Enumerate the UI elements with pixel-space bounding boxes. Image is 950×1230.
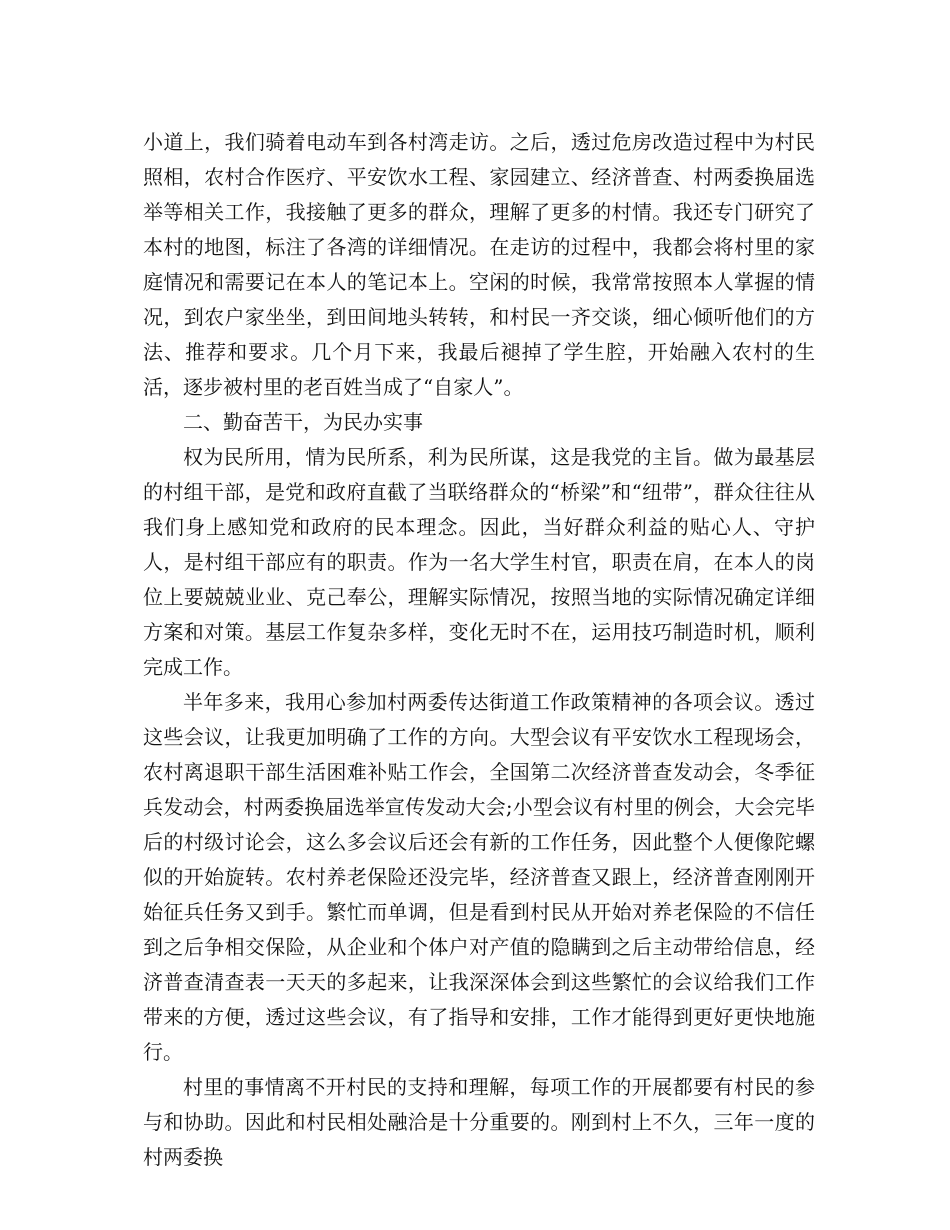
body-paragraph-2: 权为民所用，情为民所系，利为民所谋，这是我党的主旨。做为最基层的村组干部，是党和政府直截了当联络群众的“桥梁”和“纽带”，群众往往从我们身上感知党和政府的民本理念。因此，当好群众利益的贴心人、守护人，是村组干部应有的职责。作为一名大学生村官，职责在肩，在本人的岗位上要兢兢业业、克己奉公，理解实际情况，按照当地的实际情况确定详细方案和对策。基层工作复杂多样，变化无时不在，运用技巧制造时机，顺利完成工作。 [143,445,815,679]
section-heading-2: 二、勤奋苦干，为民办实事 [183,410,423,434]
body-paragraph-4: 村里的事情离不开村民的支持和理解，每项工作的开展都要有村民的参与和协助。因此和村民相处融洽是十分重要的。刚到村上不久，三年一度的村两委换 [143,1075,815,1169]
document-body [143,125,815,1175]
body-paragraph-3: 半年多来，我用心参加村两委传达街道工作政策精神的各项会议。透过这些会议，让我更加明确了工作的方向。大型会议有平安饮水工程现场会，农村离退职干部生活困难补贴工作会，全国第二次经济普查发动会，冬季征兵发动会，村两委换届选举宣传发动大会;小型会议有村里的例会，大会完毕后的村级讨论会，这么多会议后还会有新的工作任务，因此整个人便像陀螺似的开始旋转。农村养老保险还没完毕，经济普查又跟上，经济普查刚刚开始征兵任务又到手。繁忙而单调，但是看到村民从开始对养老保险的不信任到之后争相交保险，从企业和个体户对产值的隐瞒到之后主动带给信息，经济普查清查表一天天的多起来，让我深深体会到这些繁忙的会议给我们工作带来的方便，透过这些会议，有了指导和安排，工作才能得到更好更快地施行。 [143,690,815,1064]
body-paragraph-1: 小道上，我们骑着电动车到各村湾走访。之后，透过危房改造过程中为村民照相，农村合作医疗、平安饮水工程、家园建立、经济普查、村两委换届选举等相关工作，我接触了更多的群众，理解了更多的村情。我还专门研究了本村的地图，标注了各湾的详细情况。在走访的过程中，我都会将村里的家庭情况和需要记在本人的笔记本上。空闲的时候，我常常按照本人掌握的情况，到农户家坐坐，到田间地头转转，和村民一齐交谈，细心倾听他们的方法、推荐和要求。几个月下来，我最后褪掉了学生腔，开始融入农村的生活，逐步被村里的老百姓当成了“自家人”。 [143,130,815,399]
